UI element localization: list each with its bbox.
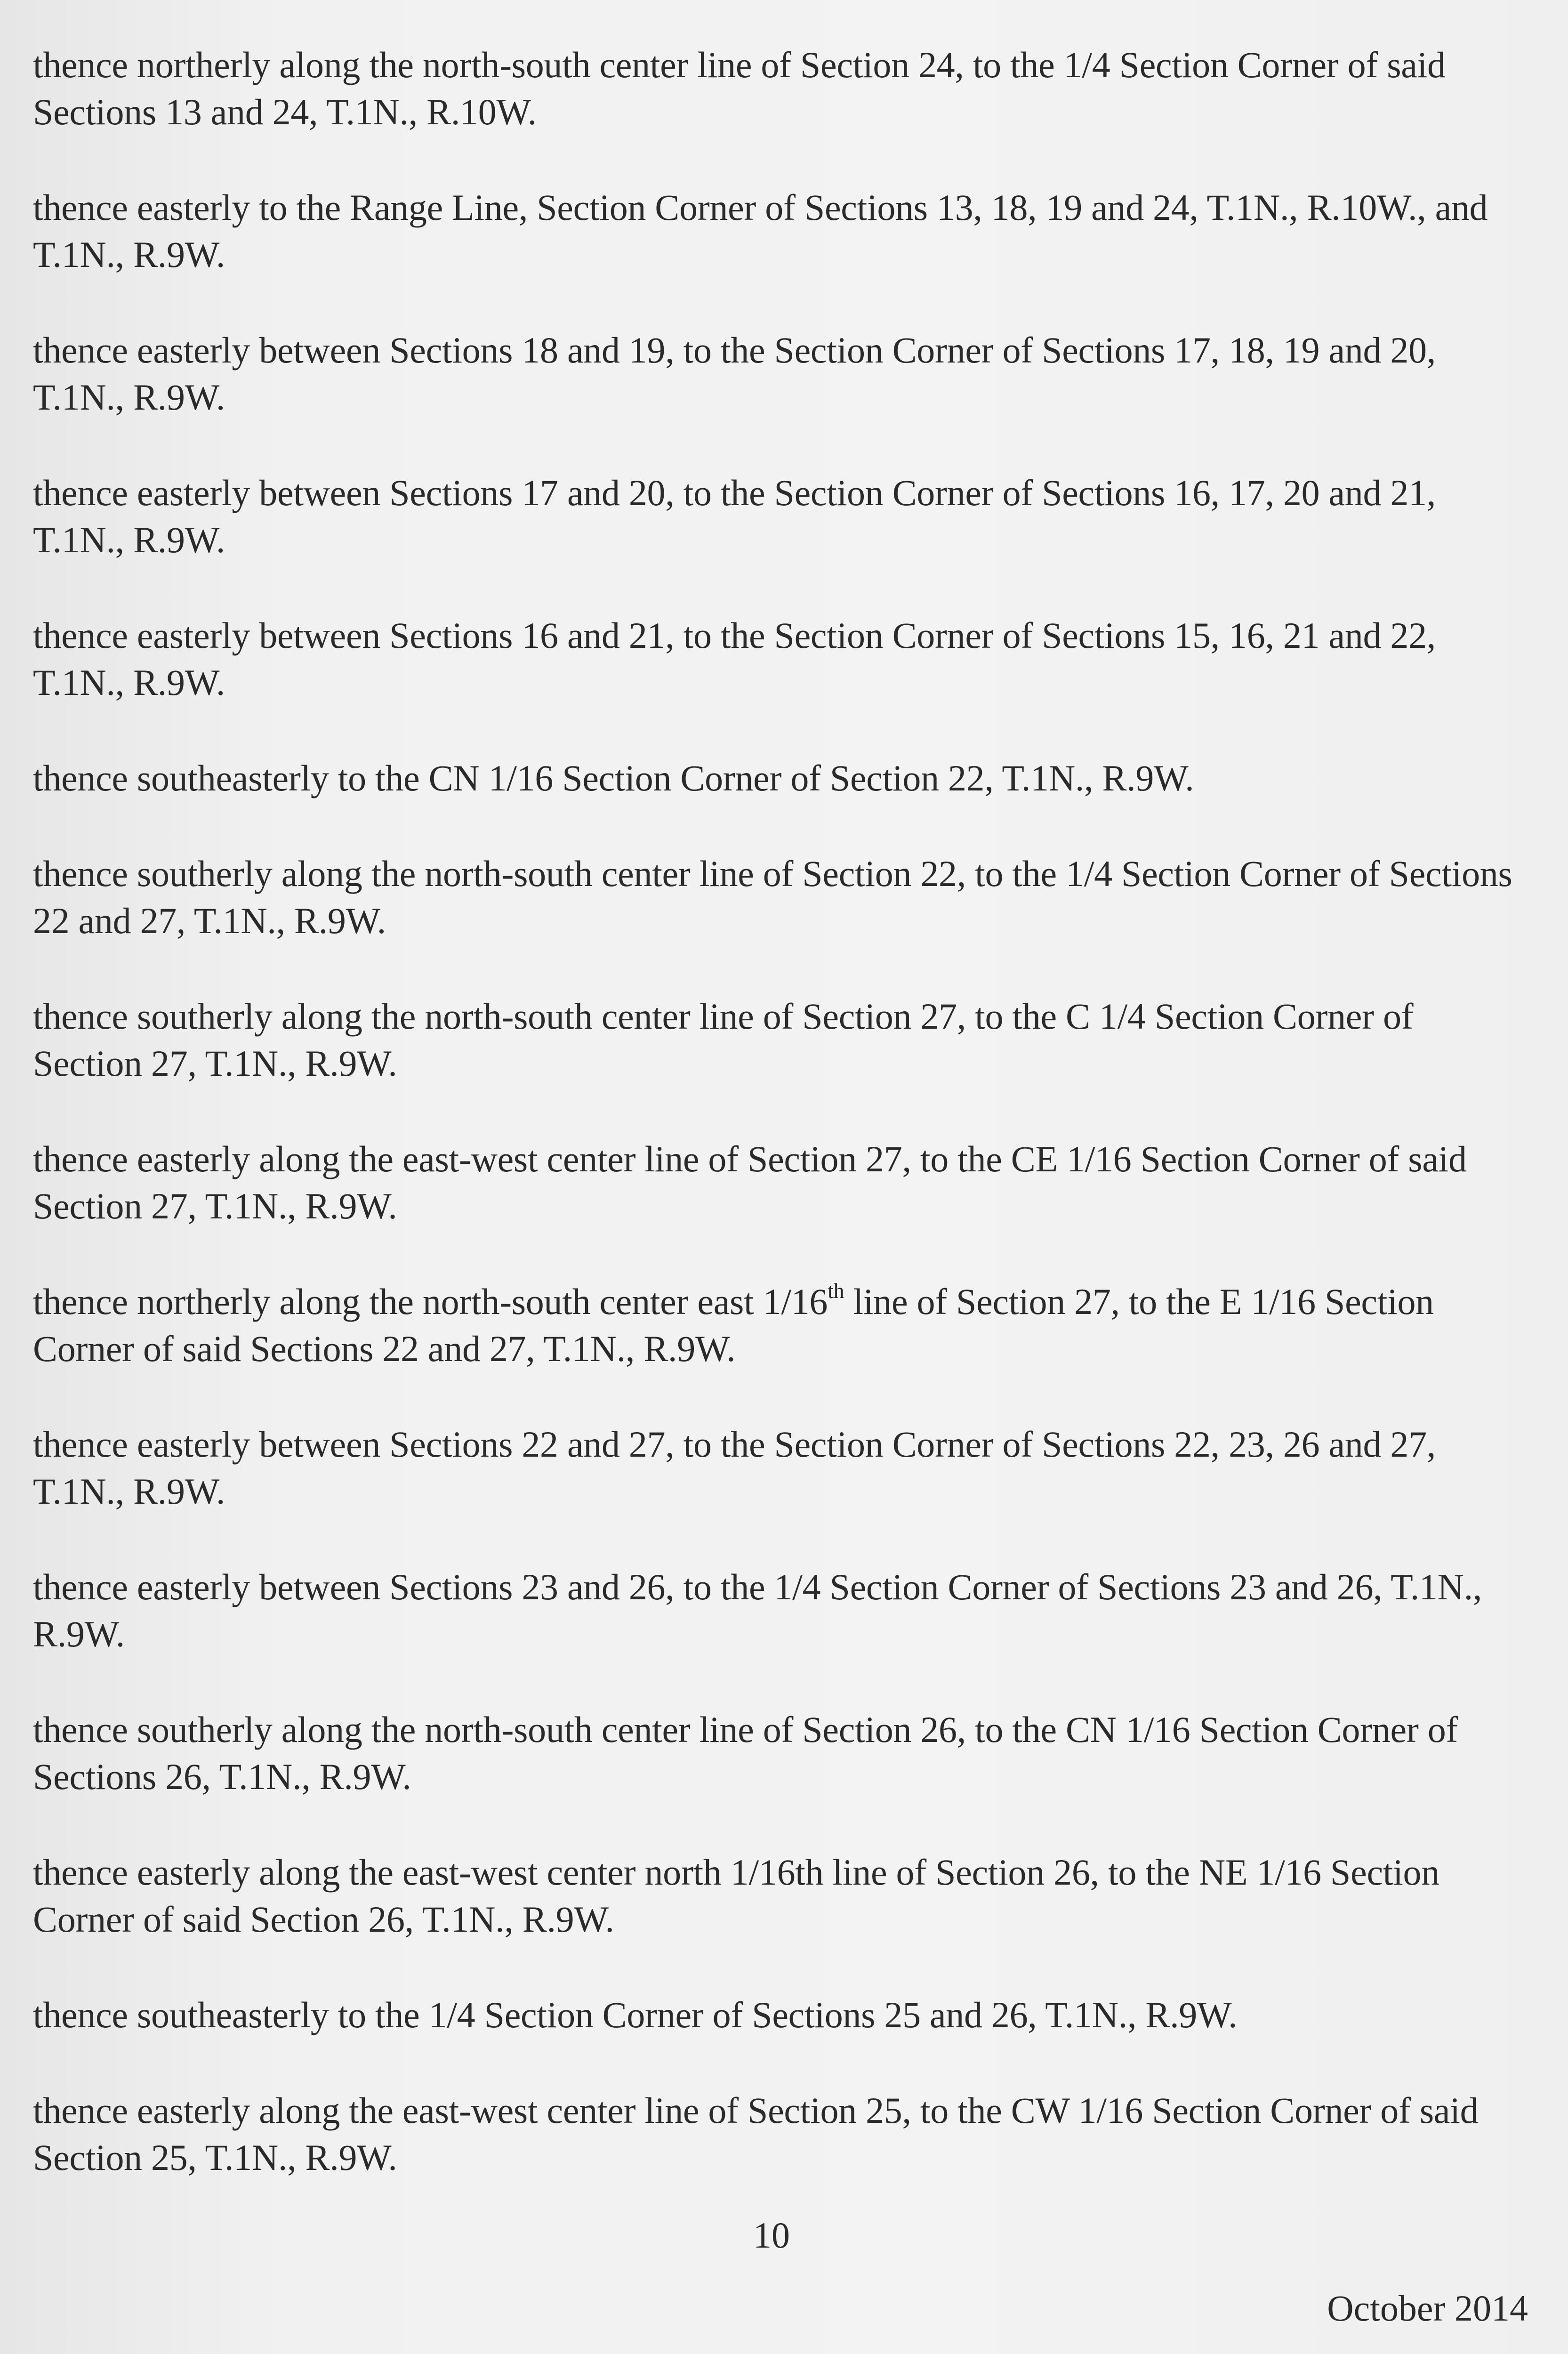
paragraph-12: thence easterly between Sections 23 and 26, to the 1/4 Section Corner of Sections 23 and 26, T.1N., R.9W. xyxy=(33,1566,1482,1654)
page-number: 10 xyxy=(753,2215,790,2256)
paragraph-4: thence easterly between Sections 17 and 20, to the Section Corner of Sections 16, 17, 20 and 21, T.1N., R.9W. xyxy=(33,472,1436,560)
paragraph-9: thence easterly along the east-west center line of Section 27, to the CE 1/16 Section Corner of said Section 27, T.1N., R.9W. xyxy=(33,1138,1467,1226)
paragraph-1: thence northerly along the north-south center line of Section 24, to the 1/4 Section Corner of said Sections 13 and 24, T.1N., R.10W. xyxy=(33,44,1446,132)
legal-description-body xyxy=(33,41,1530,2230)
paragraph-13: thence southerly along the north-south center line of Section 26, to the CN 1/16 Section Corner of Sections 26, T.1N., R.9W. xyxy=(33,1709,1458,1797)
paragraph-16: thence easterly along the east-west center line of Section 25, to the CW 1/16 Section Corner of said Section 25, T.1N., R.9W. xyxy=(33,2090,1479,2178)
paragraph-3: thence easterly between Sections 18 and 19, to the Section Corner of Sections 17, 18, 19 and 20, T.1N., R.9W. xyxy=(33,330,1436,418)
paragraph-6: thence southeasterly to the CN 1/16 Section Corner of Section 22, T.1N., R.9W. xyxy=(33,758,1194,798)
paragraph-15: thence southeasterly to the 1/4 Section Corner of Sections 25 and 26, T.1N., R.9W. xyxy=(33,1994,1238,2035)
paragraph-2: thence easterly to the Range Line, Section Corner of Sections 13, 18, 19 and 24, T.1N., R.10W., and T.1N., R.9W. xyxy=(33,187,1488,275)
paragraph-10-text-before: thence northerly along the north-south center east 1/16 xyxy=(33,1281,828,1322)
document-date: October 2014 xyxy=(1327,2288,1528,2329)
ordinal-superscript: th xyxy=(828,1279,844,1303)
paragraph-10 xyxy=(33,1278,1530,1372)
paragraph-7: thence southerly along the north-south center line of Section 22, to the 1/4 Section Corner of Sections 22 and 27, T.1N., R.9W. xyxy=(33,853,1512,941)
paragraph-8: thence southerly along the north-south center line of Section 27, to the C 1/4 Section Corner of Section 27, T.1N., R.9W. xyxy=(33,996,1414,1084)
paragraph-5: thence easterly between Sections 16 and 21, to the Section Corner of Sections 15, 16, 21 and 22, T.1N., R.9W. xyxy=(33,615,1436,703)
paragraph-11: thence easterly between Sections 22 and 27, to the Section Corner of Sections 22, 23, 26 and 27, T.1N., R.9W. xyxy=(33,1424,1436,1512)
paragraph-14: thence easterly along the east-west center north 1/16th line of Section 26, to the NE 1/16 Section Corner of said Section 26, T.1N., R.9W. xyxy=(33,1852,1439,1940)
paragraph-10-text-after: line of Section 27, to the E 1/16 Section Corner of said Sections 22 and 27, T.1N., R.9W. xyxy=(33,1281,1434,1369)
